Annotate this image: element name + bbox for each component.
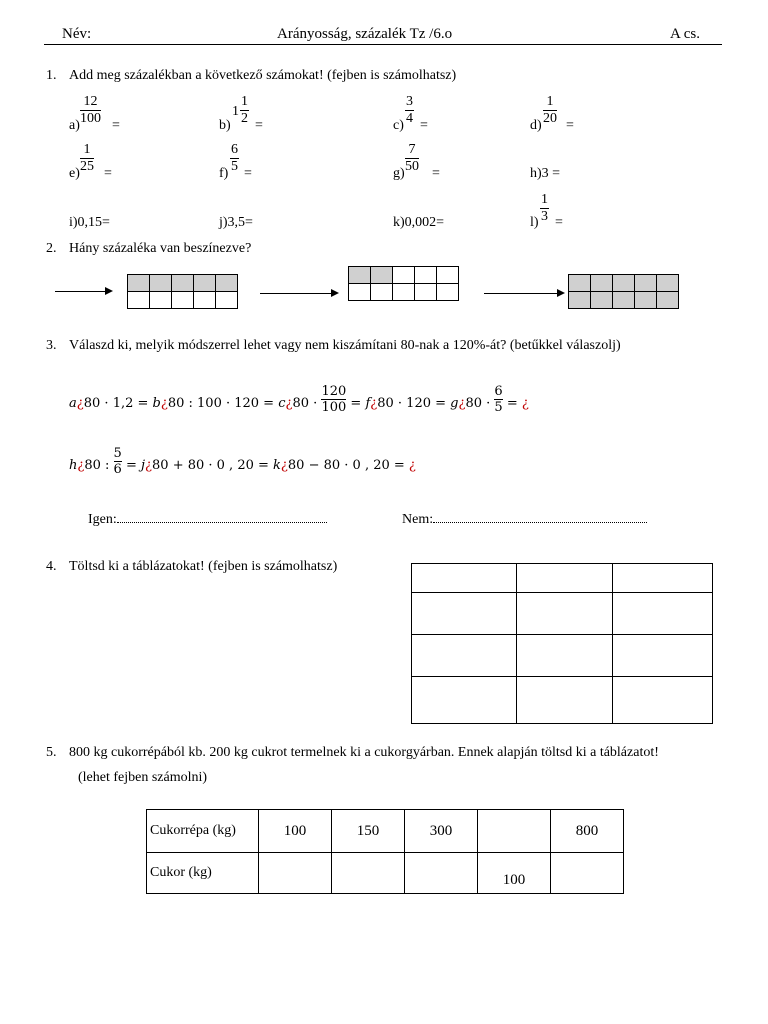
grid-cell bbox=[591, 275, 613, 292]
q5-row2-header: Cukor (kg) bbox=[147, 853, 259, 894]
grid-cell bbox=[569, 275, 591, 292]
grid-cell bbox=[371, 284, 393, 301]
grid-cell bbox=[128, 292, 150, 309]
q1g-fraction: $\frac{7}{50}$ bbox=[405, 142, 419, 174]
q5-note: (lehet fejben számolni) bbox=[78, 770, 208, 785]
q1d-fraction: $\frac{1}{20}$ bbox=[543, 94, 557, 126]
arrow-2 bbox=[260, 293, 337, 294]
q1e-label: e) bbox=[69, 166, 80, 181]
grid-cell bbox=[569, 292, 591, 309]
q4-cell[interactable] bbox=[517, 564, 613, 593]
q1b-eq: = bbox=[255, 118, 263, 133]
q1a-eq: = bbox=[112, 118, 120, 133]
grid-cell bbox=[437, 267, 459, 284]
grid-cell bbox=[657, 292, 679, 309]
q5-cell: 300 bbox=[405, 810, 478, 853]
q1c-label: c) bbox=[393, 118, 404, 133]
q4-cell[interactable] bbox=[613, 564, 713, 593]
q4-cell[interactable] bbox=[517, 593, 613, 635]
q1f-label: f) bbox=[219, 166, 229, 181]
q1l-eq: = bbox=[555, 215, 563, 230]
grid-cell bbox=[216, 275, 238, 292]
grid-cell bbox=[415, 267, 437, 284]
q4-table bbox=[411, 563, 713, 724]
q1l-label: l) bbox=[530, 215, 539, 230]
no-answer-line[interactable] bbox=[433, 512, 647, 523]
grid-cell bbox=[194, 292, 216, 309]
name-label: Név: bbox=[62, 26, 92, 42]
q1e-eq: = bbox=[104, 166, 112, 181]
q1g-label: g) bbox=[393, 166, 405, 181]
no-answer: Nem: bbox=[402, 512, 647, 528]
q4-cell[interactable] bbox=[517, 635, 613, 677]
grid-cell bbox=[613, 275, 635, 292]
q1f-eq: = bbox=[244, 166, 252, 181]
grid-cell bbox=[591, 292, 613, 309]
grid-cell bbox=[657, 275, 679, 292]
group-label: A cs. bbox=[670, 26, 700, 42]
grid-cell bbox=[194, 275, 216, 292]
q5-cell: 800 bbox=[551, 810, 624, 853]
q1h-text: h)3 = bbox=[530, 166, 561, 181]
grid-cell bbox=[437, 284, 459, 301]
grid-cell bbox=[150, 275, 172, 292]
q3-text: Válaszd ki, melyik módszerrel lehet vagy nem kiszámítani 80-nak a 120%-át? (betűkkel válaszolj) bbox=[69, 338, 621, 353]
q5-cell: 150 bbox=[332, 810, 405, 853]
q4-cell[interactable] bbox=[613, 593, 713, 635]
q1d-eq: = bbox=[566, 118, 574, 133]
q4-cell[interactable] bbox=[517, 677, 613, 724]
q4-cell[interactable] bbox=[613, 677, 713, 724]
grid-cell bbox=[371, 267, 393, 284]
q5-cell-blank[interactable] bbox=[259, 853, 332, 894]
shaded-grid-2 bbox=[348, 266, 459, 301]
grid-cell bbox=[415, 284, 437, 301]
q5-cell-blank[interactable] bbox=[551, 853, 624, 894]
q1i-text: i)0,15= bbox=[69, 215, 110, 230]
arrow-1 bbox=[55, 291, 111, 292]
grid-cell bbox=[349, 267, 371, 284]
grid-cell bbox=[635, 292, 657, 309]
q4-cell[interactable] bbox=[412, 677, 517, 724]
yes-answer-line[interactable] bbox=[117, 512, 327, 523]
q5-cell-blank[interactable] bbox=[405, 853, 478, 894]
q1b-whole: 1 bbox=[232, 104, 239, 119]
yes-answer: Igen: bbox=[88, 512, 327, 528]
q1f-fraction: $\frac{6}{5}$ bbox=[231, 142, 238, 174]
q1-text: Add meg százalékban a következő számokat! (fejben is számolhatsz) bbox=[69, 68, 457, 83]
q5-cell: 100 bbox=[259, 810, 332, 853]
q1b-fraction: $\frac{1}{2}$ bbox=[241, 94, 248, 126]
q3-number: 3. bbox=[46, 338, 57, 353]
grid-cell bbox=[150, 292, 172, 309]
q1a-label: a) bbox=[69, 118, 80, 133]
q1a-fraction: $\frac{12}{100}$ bbox=[80, 94, 101, 126]
q4-cell[interactable] bbox=[412, 593, 517, 635]
q1j-text: j)3,5= bbox=[219, 215, 253, 230]
q1d-label: d) bbox=[530, 118, 542, 133]
arrow-3 bbox=[484, 293, 563, 294]
grid-cell bbox=[128, 275, 150, 292]
q1c-fraction: $\frac{3}{4}$ bbox=[406, 94, 413, 126]
grid-cell bbox=[635, 275, 657, 292]
grid-cell bbox=[216, 292, 238, 309]
q4-cell[interactable] bbox=[613, 635, 713, 677]
q1k-text: k)0,002= bbox=[393, 215, 445, 230]
grid-cell bbox=[393, 267, 415, 284]
worksheet-title: Arányosság, százalék Tz /6.o bbox=[277, 26, 453, 42]
q4-cell[interactable] bbox=[412, 635, 517, 677]
q5-cell-blank[interactable] bbox=[478, 810, 551, 853]
q2-number: 2. bbox=[46, 241, 57, 256]
q4-number: 4. bbox=[46, 559, 57, 574]
q1b-label: b) bbox=[219, 118, 231, 133]
grid-cell bbox=[613, 292, 635, 309]
q5-row1-header: Cukorrépa (kg) bbox=[147, 810, 259, 853]
q1g-eq: = bbox=[432, 166, 440, 181]
q5-cell-blank[interactable] bbox=[332, 853, 405, 894]
q1-number: 1. bbox=[46, 68, 57, 83]
header-rule bbox=[44, 44, 722, 45]
q3-expression-2: h¿80 : $\frac{5}{6}$ = j¿80 + 80 · 0 , 20 = k¿80 − 80 · 0 , 20 = ¿ bbox=[69, 446, 416, 477]
q5-text: 800 kg cukorrépából kb. 200 kg cukrot termelnek ki a cukorgyárban. Ennek alapján töltsd ki a táblázatot! bbox=[69, 745, 659, 760]
q3-expression-1: a¿80 · 1,2 = b¿80 : 100 · 120 = c¿80 · $\frac{120}{100}$ = f¿80 · 120 = g¿80 · $\frac{6}{5}$ = ¿ bbox=[69, 384, 529, 415]
q1c-eq: = bbox=[420, 118, 428, 133]
q4-cell[interactable] bbox=[412, 564, 517, 593]
q5-number: 5. bbox=[46, 745, 57, 760]
q4-text: Töltsd ki a táblázatokat! (fejben is számolhatsz) bbox=[69, 559, 338, 574]
grid-cell bbox=[172, 275, 194, 292]
q1l-fraction: $\frac{1}{3}$ bbox=[541, 192, 548, 224]
q2-text: Hány százaléka van beszínezve? bbox=[69, 241, 252, 256]
grid-cell bbox=[172, 292, 194, 309]
q1e-fraction: $\frac{1}{25}$ bbox=[80, 142, 94, 174]
grid-cell bbox=[349, 284, 371, 301]
q5-table bbox=[146, 809, 624, 894]
grid-cell bbox=[393, 284, 415, 301]
shaded-grid-1 bbox=[127, 274, 238, 309]
q5-cell: 100 bbox=[478, 853, 551, 894]
shaded-grid-3 bbox=[568, 274, 679, 309]
